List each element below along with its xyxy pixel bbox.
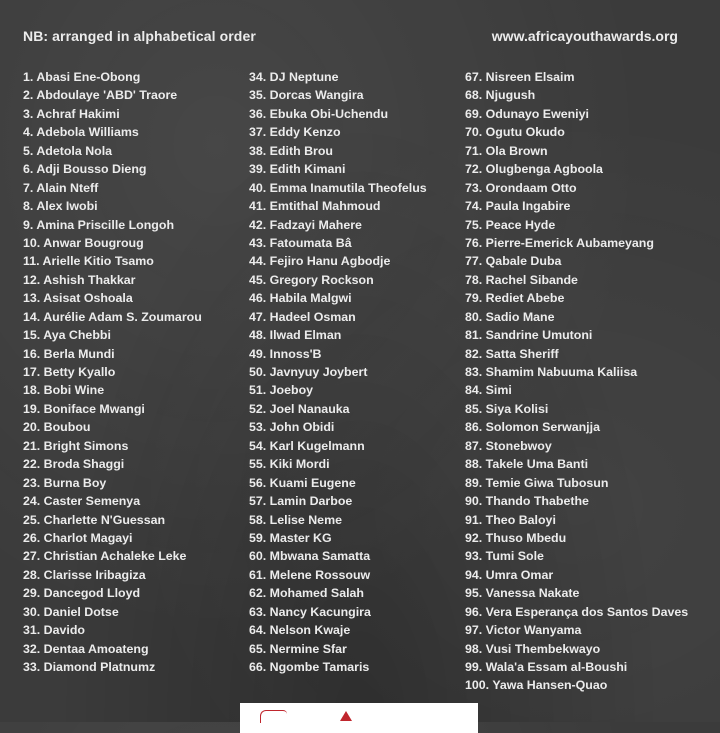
list-item: 75. Peace Hyde xyxy=(465,217,556,232)
list-item: 21. Bright Simons xyxy=(23,438,129,453)
list-item: 52. Joel Nanauka xyxy=(249,401,350,416)
list-item: 47. Hadeel Osman xyxy=(249,309,356,324)
list-item: 49. Innoss'B xyxy=(249,346,322,361)
list-item: 87. Stonebwoy xyxy=(465,438,552,453)
list-item: 65. Nermine Sfar xyxy=(249,641,347,656)
list-item: 32. Dentaa Amoateng xyxy=(23,641,149,656)
list-item: 37. Eddy Kenzo xyxy=(249,125,341,140)
names-column-2 xyxy=(249,68,427,676)
list-item: 96. Vera Esperança dos Santos Daves xyxy=(465,604,689,619)
list-item: 55. Kiki Mordi xyxy=(249,457,330,472)
list-item: 95. Vanessa Nakate xyxy=(465,586,580,601)
list-item: 51. Joeboy xyxy=(249,383,314,398)
red-triangle-icon xyxy=(340,711,352,721)
list-item: 9. Amina Priscille Longoh xyxy=(23,217,175,232)
list-item: 13. Asisat Oshoala xyxy=(23,291,133,306)
list-item: 16. Berla Mundi xyxy=(23,346,115,361)
list-item: 86. Solomon Serwanjja xyxy=(465,420,600,435)
list-item: 19. Boniface Mwangi xyxy=(23,401,145,416)
list-item: 97. Victor Wanyama xyxy=(465,623,582,638)
africa-outline-icon xyxy=(260,710,287,723)
list-item: 45. Gregory Rockson xyxy=(249,272,374,287)
footer-logo xyxy=(240,703,478,733)
list-item: 28. Clarisse Iribagiza xyxy=(23,567,146,582)
list-item: 35. Dorcas Wangira xyxy=(249,88,364,103)
list-item: 20. Boubou xyxy=(23,420,91,435)
list-item: 80. Sadio Mane xyxy=(465,309,555,324)
list-item: 39. Edith Kimani xyxy=(249,162,346,177)
list-item: 31. Davido xyxy=(23,623,85,638)
list-item: 64. Nelson Kwaje xyxy=(249,623,351,638)
list-item: 26. Charlot Magayi xyxy=(23,530,133,545)
list-item: 70. Ogutu Okudo xyxy=(465,125,565,140)
list-item: 22. Broda Shaggi xyxy=(23,457,125,472)
list-item: 11. Arielle Kitio Tsamo xyxy=(23,254,154,269)
list-item: 71. Ola Brown xyxy=(465,143,548,158)
list-item: 93. Tumi Sole xyxy=(465,549,544,564)
list-item: 46. Habila Malgwi xyxy=(249,291,352,306)
list-item: 63. Nancy Kacungira xyxy=(249,604,371,619)
list-item: 41. Emtithal Mahmoud xyxy=(249,199,381,214)
list-item: 73. Orondaam Otto xyxy=(465,180,577,195)
list-item: 14. Aurélie Adam S. Zoumarou xyxy=(23,309,202,324)
list-item: 92. Thuso Mbedu xyxy=(465,530,567,545)
list-item: 62. Mohamed Salah xyxy=(249,586,364,601)
list-item: 38. Edith Brou xyxy=(249,143,333,158)
website-link[interactable]: www.africayouthawards.org xyxy=(491,28,678,44)
list-item: 98. Vusi Thembekwayo xyxy=(465,641,601,656)
list-item: 99. Wala'a Essam al-Boushi xyxy=(465,660,628,674)
list-item: 27. Christian Achaleke Leke xyxy=(23,549,187,564)
list-item: 69. Odunayo Eweniyi xyxy=(465,106,589,121)
list-item: 24. Caster Semenya xyxy=(23,494,141,509)
list-item: 88. Takele Uma Banti xyxy=(465,457,589,472)
list-item: 61. Melene Rossouw xyxy=(249,567,371,582)
list-item: 53. John Obidi xyxy=(249,420,335,435)
list-item: 82. Satta Sheriff xyxy=(465,346,559,361)
list-item: 77. Qabale Duba xyxy=(465,254,562,269)
list-item: 8. Alex Iwobi xyxy=(23,199,98,214)
list-item: 1. Abasi Ene-Obong xyxy=(23,70,141,84)
list-item: 40. Emma Inamutila Theofelus xyxy=(249,180,427,195)
list-item: 29. Dancegod Lloyd xyxy=(23,586,141,601)
list-item: 10. Anwar Bougroug xyxy=(23,235,144,250)
list-item: 48. Ilwad Elman xyxy=(249,328,342,343)
list-item: 58. Lelise Neme xyxy=(249,512,342,527)
list-item: 34. DJ Neptune xyxy=(249,70,339,84)
list-item: 79. Rediet Abebe xyxy=(465,291,565,306)
list-item: 42. Fadzayi Mahere xyxy=(249,217,362,232)
list-item: 3. Achraf Hakimi xyxy=(23,106,120,121)
list-item: 50. Javnyuy Joybert xyxy=(249,365,368,379)
list-item: 84. Simi xyxy=(465,383,512,398)
list-item: 6. Adji Bousso Dieng xyxy=(23,162,147,177)
list-item: 89. Temie Giwa Tubosun xyxy=(465,475,609,490)
list-item: 54. Karl Kugelmann xyxy=(249,438,365,453)
list-item: 12. Ashish Thakkar xyxy=(23,272,136,287)
header xyxy=(23,28,678,46)
list-item: 74. Paula Ingabire xyxy=(465,199,571,214)
list-item: 66. Ngombe Tamaris xyxy=(249,660,370,674)
list-item: 2. Abdoulaye 'ABD' Traore xyxy=(23,88,178,103)
list-item: 43. Fatoumata Bâ xyxy=(249,235,352,250)
list-item: 5. Adetola Nola xyxy=(23,143,113,158)
list-item: 91. Theo Baloyi xyxy=(465,512,556,527)
list-item: 17. Betty Kyallo xyxy=(23,365,116,379)
list-item: 15. Aya Chebbi xyxy=(23,328,111,343)
list-item: 94. Umra Omar xyxy=(465,567,554,582)
list-item: 30. Daniel Dotse xyxy=(23,604,119,619)
list-item: 44. Fejiro Hanu Agbodje xyxy=(249,254,391,269)
names-column-1 xyxy=(23,68,202,676)
list-item: 25. Charlette N'Guessan xyxy=(23,512,166,527)
list-item: 60. Mbwana Samatta xyxy=(249,549,371,564)
list-item: 68. Njugush xyxy=(465,88,536,103)
list-item: 76. Pierre-Emerick Aubameyang xyxy=(465,235,654,250)
list-item: 7. Alain Nteff xyxy=(23,180,99,195)
list-item: 36. Ebuka Obi-Uchendu xyxy=(249,106,389,121)
list-item: 59. Master KG xyxy=(249,530,332,545)
list-item: 85. Siya Kolisi xyxy=(465,401,549,416)
list-item: 18. Bobi Wine xyxy=(23,383,105,398)
list-item: 23. Burna Boy xyxy=(23,475,107,490)
list-item: 83. Shamim Nabuuma Kaliisa xyxy=(465,365,638,379)
list-item: 100. Yawa Hansen-Quao xyxy=(465,678,608,693)
list-item: 81. Sandrine Umutoni xyxy=(465,328,593,343)
list-item: 57. Lamin Darboe xyxy=(249,494,353,509)
names-column-3 xyxy=(465,68,688,695)
list-item: 67. Nisreen Elsaim xyxy=(465,70,575,84)
list-item: 56. Kuami Eugene xyxy=(249,475,356,490)
list-item: 90. Thando Thabethe xyxy=(465,494,589,509)
list-item: 33. Diamond Platnumz xyxy=(23,660,156,674)
list-item: 78. Rachel Sibande xyxy=(465,272,578,287)
order-note: NB: arranged in alphabetical order xyxy=(23,28,256,44)
list-item: 72. Olugbenga Agboola xyxy=(465,162,603,177)
list-item: 4. Adebola Williams xyxy=(23,125,139,140)
